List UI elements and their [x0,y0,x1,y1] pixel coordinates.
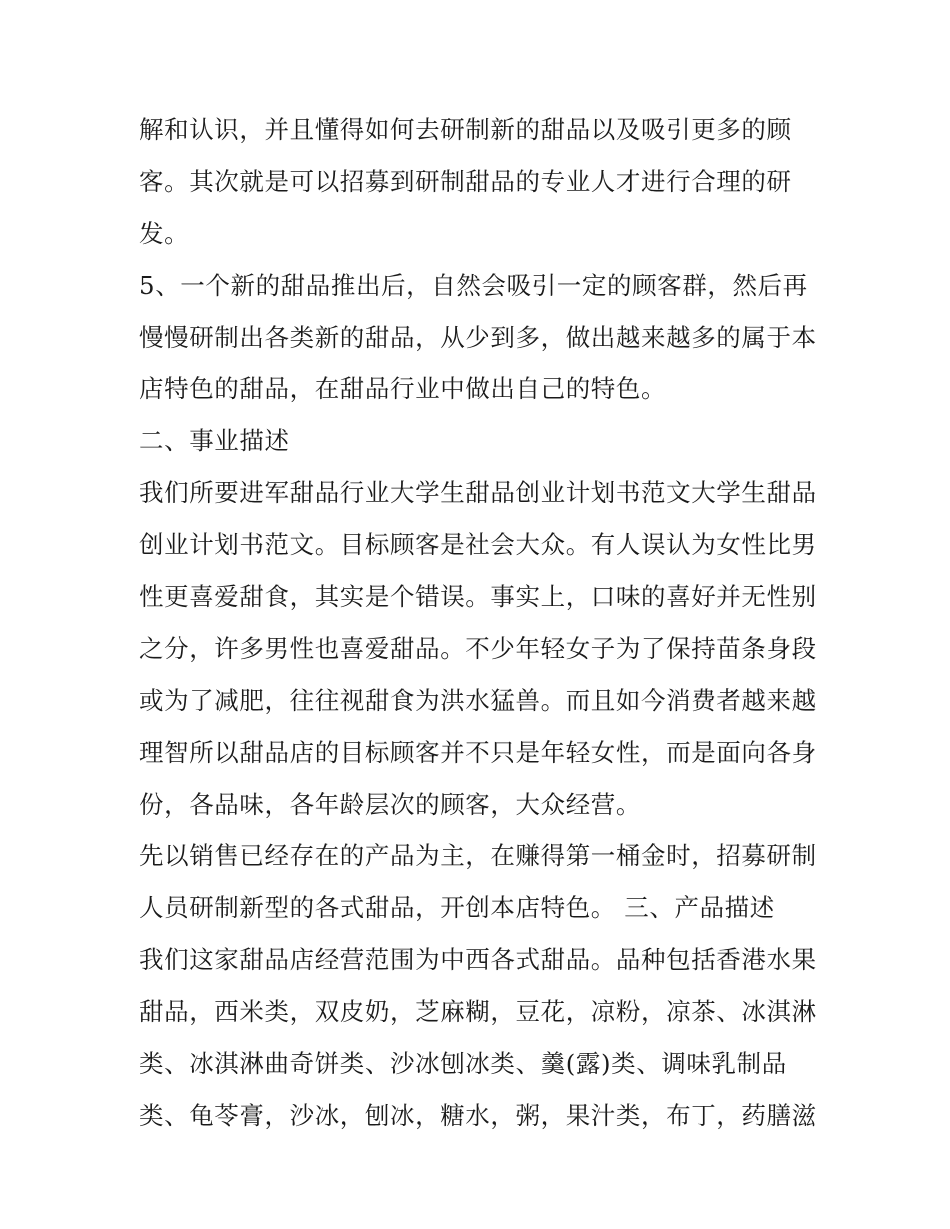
text-line: 人员研制新型的各式甜品，开创本店特色。 三、产品描述 [139,893,775,923]
document-body [139,104,819,1142]
text-line: 理智所以甜品店的目标顾客并不只是年轻女性，而是面向各身 [139,737,817,767]
text-line: 我们这家甜品店经营范围为中西各式甜品。品种包括香港水果 [139,945,817,975]
text-line: 客。其次就是可以招募到研制甜品的专业人才进行合理的研 [139,166,792,196]
text-line: 甜品，西米类，双皮奶，芝麻糊，豆花，凉粉，凉茶、冰淇淋 [139,997,817,1027]
text-line: 创业计划书范文。目标顾客是社会大众。有人误认为女性比男 [139,530,817,560]
text-line: 之分，许多男性也喜爱甜品。不少年轻女子为了保持苗条身段 [139,633,817,663]
text-line: 先以销售已经存在的产品为主，在赚得第一桶金时，招募研制 [139,841,817,871]
section-heading: 二、事业描述 [139,426,290,456]
text-line: 份，各品味，各年龄层次的顾客，大众经营。 [139,789,641,819]
text-line: 店特色的甜品，在甜品行业中做出自己的特色。 [139,374,667,404]
text-line: 性更喜爱甜食，其实是个错误。事实上，口味的喜好并无性别 [139,582,817,612]
text-line: 类、冰淇淋曲奇饼类、沙冰刨冰类、羹(露)类、调味乳制品 [139,1049,787,1079]
text-line: 类、龟苓膏，沙冰，刨冰，糖水，粥，果汁类，布丁，药膳滋 [139,1100,817,1130]
text-line: 或为了减肥，往往视甜食为洪水猛兽。而且如今消费者越来越 [139,685,817,715]
text-line: 我们所要进军甜品行业大学生甜品创业计划书范文大学生甜品 [139,478,817,508]
text-line: 慢慢研制出各类新的甜品，从少到多，做出越来越多的属于本 [139,322,817,352]
text-line: 发。 [139,218,190,248]
text-line: 解和认识，并且懂得如何去研制新的甜品以及吸引更多的顾 [139,115,792,144]
text-line: 5、一个新的甜品推出后，自然会吸引一定的顾客群，然后再 [139,270,808,300]
